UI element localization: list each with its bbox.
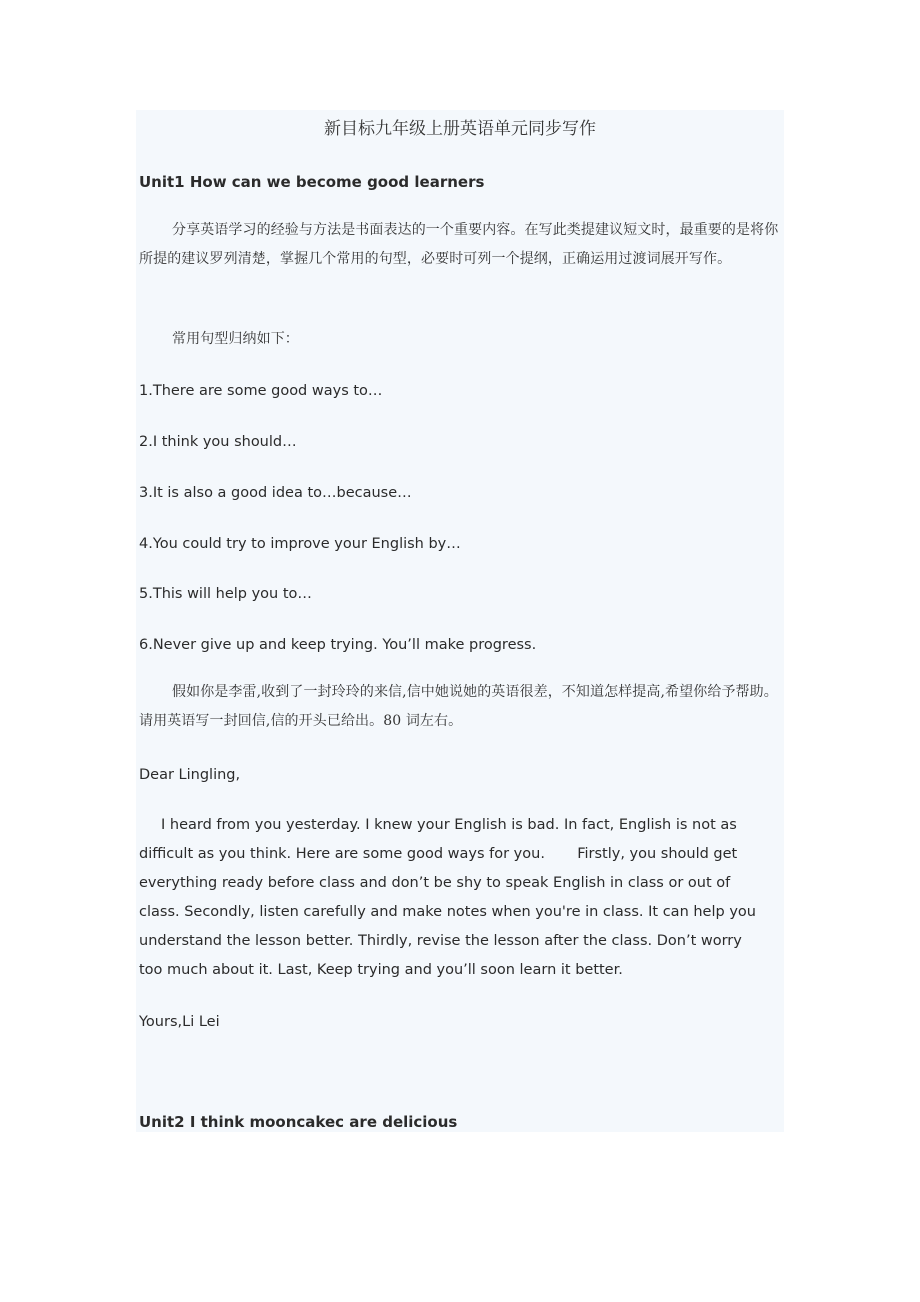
unit2-heading: Unit2 I think mooncakec are delicious (139, 1113, 458, 1131)
letter-body-text: I heard from you yesterday. I knew your English is bad. In fact, English is not as difficult as you think. Here are some good ways for you. Firstly, you should get everything ready before class and don’t be shy to speak English in class or out of class. Secondly, listen carefully and make notes when you're in class. It can help you understand the lesson better. Thirdly, revise the lesson after the class. Don’t worry too much about it. Last, Keep trying and you’ll soon learn it better. (139, 817, 756, 978)
unit1-heading: Unit1 How can we become good learners (139, 173, 485, 191)
letter-closing: Yours,Li Lei (139, 1014, 220, 1030)
pattern-item-3: 3.It is also a good idea to…because… (139, 485, 412, 501)
pattern-item-4: 4.You could try to improve your English by… (139, 536, 461, 552)
letter-greeting: Dear Lingling, (139, 767, 241, 783)
pattern-item-6: 6.Never give up and keep trying. You’ll make progress. (139, 637, 537, 653)
letter-body (139, 811, 767, 985)
pattern-item-2: 2.I think you should… (139, 434, 297, 450)
pattern-item-5: 5.This will help you to… (139, 586, 312, 602)
patterns-intro: 常用句型归纳如下： (172, 331, 299, 347)
document-title: 新目标九年级上册英语单元同步写作 (324, 119, 596, 139)
writing-task-paragraph: 假如你是李雷,收到了一封玲玲的来信,信中她说她的英语很差，不知道怎样提高,希望你给予帮助。请用英语写一封回信,信的开头已给出。80 词左右。 (139, 684, 778, 729)
pattern-item-1: 1.There are some good ways to… (139, 383, 383, 399)
unit1-intro-paragraph: 分享英语学习的经验与方法是书面表达的一个重要内容。在写此类提建议短文时，最重要的是将你所提的建议罗列清楚，掌握几个常用的句型，必要时可列一个提纲，正确运用过渡词展开写作。 (139, 222, 779, 267)
